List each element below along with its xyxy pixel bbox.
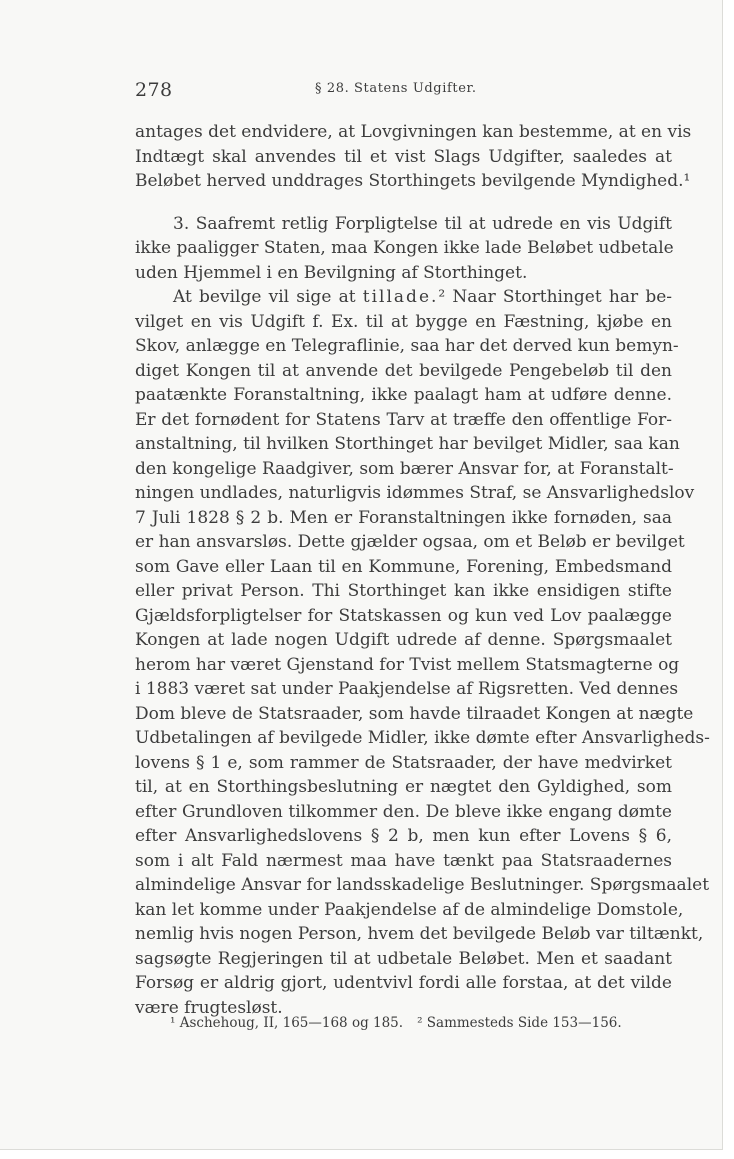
text-line: sagsøgte Regjeringen til at udbetale Beløbet. Men et saadant [135,948,672,969]
text-line: Beløbet herved unddrages Storthingets bevilgende Myndighed.¹ [135,171,691,191]
footnote-2: ² Sammesteds Side 153—156. [417,1015,622,1031]
text-line: Forsøg er aldrig gjort, udentvivl fordi alle forstaa, at det vilde [135,973,672,993]
text-line: Indtægt skal anvendes til et vist Slags Udgifter, saaledes at [135,146,672,167]
text-span: At bevilge vil sige at [173,287,356,307]
text-line: eller privat Person. Thi Storthinget kan ikke ensidigen stifte [135,581,672,601]
text-line [135,285,672,310]
text-line: uden Hjemmel i en Bevilgning af Storthinget. [135,262,528,283]
text-line: diget Kongen til at anvende det bevilgede Pengebeløb til den [135,360,672,381]
text-line: antages det endvidere, at Lovgivningen kan bestemme, at en vis [135,122,692,142]
text-line: efter Grundloven tilkommer den. De bleve ikke engang dømte [135,801,672,822]
text-line: den kongelige Raadgiver, som bærer Ansvar for, at Foranstalt- [135,458,674,479]
text-line: Udbetalingen af bevilgede Midler, ikke dømte efter Ansvarligheds- [135,728,710,748]
footnotes [170,1015,650,1031]
text-line: som i alt Fald nærmest maa have tænkt paa Statsraadernes [135,850,672,871]
footnote-1: ¹ Aschehoug, II, 165—168 og 185. [170,1015,404,1031]
text-line: nemlig hvis nogen Person, hvem det bevilgede Beløb var tiltænkt, [135,924,704,944]
text-line: er han ansvarsløs. Dette gjælder ogsaa, om et Beløb er bevilget [135,532,685,552]
paragraph-gap [135,194,672,212]
running-head: § 28. Statens Udgifter. [315,81,477,96]
book-page [135,79,710,1020]
text-line: paatænkte Foranstaltning, ikke paalagt ham at udføre denne. [135,385,672,405]
text-line: efter Ansvarlighedslovens § 2 b, men kun efter Lovens § 6, [135,826,672,846]
text-line: til, at en Storthingsbeslutning er nægtet den Gyldighed, som [135,777,672,797]
text-line: Dom bleve de Statsraader, som havde tilraadet Kongen at nægte [135,703,694,724]
text-line: almindelige Ansvar for landsskadelige Beslutninger. Spørgsmaalet [135,875,710,895]
text-line: anstaltning, til hvilken Storthinget har bevilget Midler, saa kan [135,434,680,454]
text-line: Er det fornødent for Statens Tarv at træffe den offentlige For- [135,409,672,430]
text-line: herom har været Gjenstand for Tvist mellem Statsmagterne og [135,654,680,675]
text-line: Gjældsforpligtelser for Statskassen og kun ved Lov paalægge [135,605,672,626]
page-header [135,79,672,105]
text-line: kan let komme under Paakjendelse af de almindelige Domstole, [135,899,684,920]
text-line: ikke paaligger Staten, maa Kongen ikke lade Beløbet udbetale [135,238,674,258]
text-line: være frugtesløst. [135,997,283,1018]
text-line: i 1883 været sat under Paakjendelse af Rigsretten. Ved dennes [135,679,679,699]
text-line: Kongen at lade nogen Udgift udrede af denne. Spørgsmaalet [135,630,672,650]
body-text [135,120,710,1020]
page-number: 278 [135,79,173,101]
text-line: ningen undlades, naturligvis idømmes Straf, se Ansvarlighedslov [135,483,695,503]
text-line: lovens § 1 e, som rammer de Statsraader, der have medvirket [135,752,672,773]
emphasized-word: tillade. [362,287,439,307]
text-line: som Gave eller Laan til en Kommune, Forening, Embedsmand [135,556,672,577]
text-line: vilget en vis Udgift f. Ex. til at bygge en Fæstning, kjøbe en [135,311,672,332]
text-line: 7 Juli 1828 § 2 b. Men er Foranstaltningen ikke fornøden, saa [135,507,672,528]
text-span: ² Naar Storthinget har be- [438,287,673,307]
section-3-first-line: 3. Saafremt retlig Forpligtelse til at udrede en vis Udgift [173,213,672,234]
text-line: Skov, anlægge en Telegraflinie, saa har det derved kun bemyn- [135,336,679,356]
